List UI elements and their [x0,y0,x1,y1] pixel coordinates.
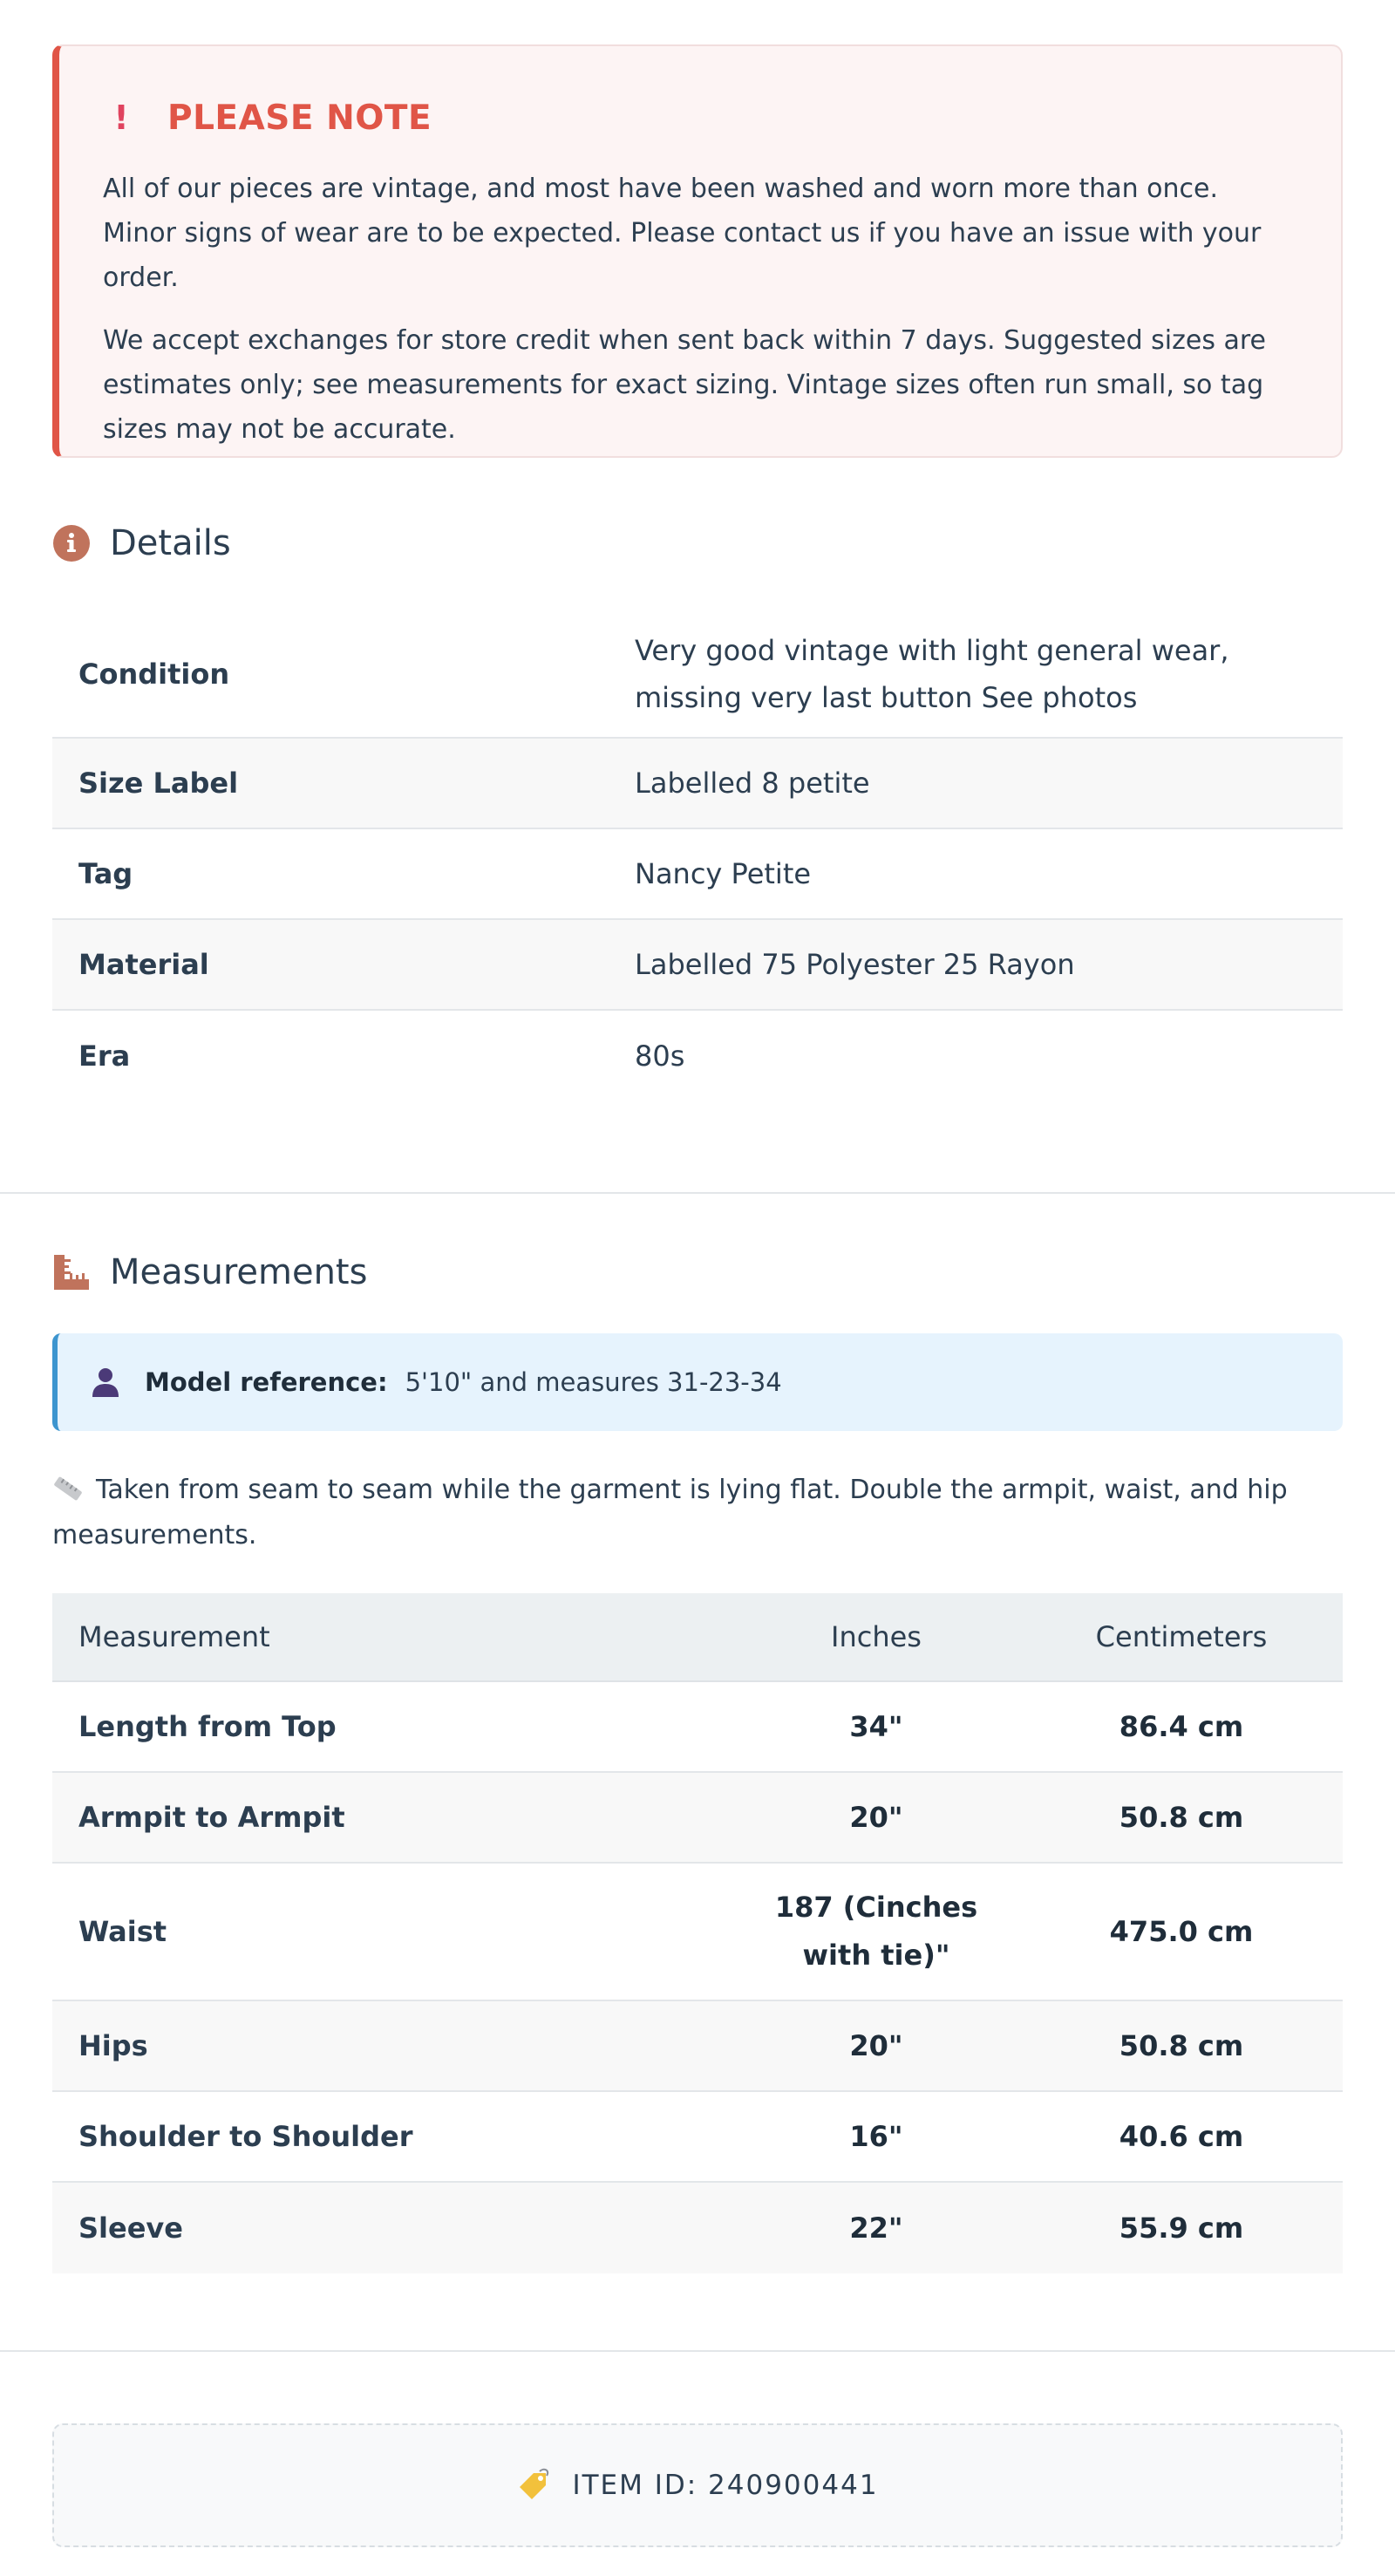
detail-value: Labelled 8 petite [635,767,870,800]
exclamation-icon: ! [113,99,129,137]
measurement-cm: 86.4 cm [1119,1710,1244,1743]
measurement-name: Armpit to Armpit [78,1801,345,1834]
item-id-box [52,2423,1343,2547]
table-row [52,2183,1343,2273]
measurement-cm: 40.6 cm [1119,2120,1244,2153]
model-reference-box [52,1333,1343,1431]
table-row [52,829,1343,920]
detail-value: Labelled 75 Polyester 25 Rayon [635,948,1075,981]
table-row [52,1864,1343,2001]
info-circle-icon [52,524,91,562]
notice-header [103,95,1297,140]
column-header-measurement: Measurement [78,1620,270,1653]
section-divider [0,1192,1395,1194]
measurements-header [52,1250,1343,1295]
measurement-cm: 50.8 cm [1119,1801,1244,1834]
table-header-row [52,1593,1343,1682]
ruler-pencil-icon [52,1475,84,1502]
measurement-inches: 20" [849,1800,903,1834]
column-header-inches: Inches [831,1619,922,1653]
column-header-centimeters: Centimeters [1095,1620,1268,1653]
user-icon [89,1366,122,1399]
table-row [52,1773,1343,1864]
tag-icon [516,2468,551,2503]
table-row [52,2001,1343,2092]
measurement-name: Hips [78,2029,148,2062]
table-row [52,920,1343,1011]
detail-value: Very good vintage with light general wear, missing very last button See photos [635,634,1229,714]
notice-title: PLEASE NOTE [167,98,432,138]
measurement-name: Shoulder to Shoulder [78,2120,413,2153]
table-row [52,2092,1343,2183]
section-divider [0,2350,1395,2352]
detail-label: Material [78,948,209,981]
ruler-icon [52,1253,91,1291]
detail-label: Size Label [78,767,239,800]
table-row [52,1011,1343,1101]
detail-label: Tag [78,857,133,890]
measurement-tip [52,1468,1343,1558]
measurement-name: Sleeve [78,2211,183,2245]
detail-value: 80s [635,1039,685,1073]
notice-paragraph-2: We accept exchanges for store credit when sent back within 7 days. Suggested sizes are estimates only; see measurements for exact sizing. Vintage sizes often run small, so tag sizes may not be accurate. [103,325,1267,445]
details-table [52,611,1343,1101]
measurement-cm: 475.0 cm [1109,1915,1254,1948]
detail-label: Era [78,1039,131,1073]
table-row [52,739,1343,829]
measurement-cm: 50.8 cm [1119,2029,1244,2062]
item-id-text: ITEM ID: 240900441 [572,2470,879,2501]
measurement-cm: 55.9 cm [1119,2211,1244,2245]
notice-box [52,44,1343,458]
measurement-inches: 187 (Cinches with tie)" [774,1891,978,1972]
table-row [52,611,1343,739]
measurements-table [52,1593,1343,2273]
detail-label: Condition [78,658,230,691]
measurement-name: Waist [78,1915,167,1948]
notice-paragraph-1: All of our pieces are vintage, and most have been washed and worn more than once. Minor signs of wear are to be expected. Please contact us if you have an issue with your order. [103,174,1262,293]
details-header [52,521,1343,566]
table-row [52,1682,1343,1773]
measurement-inches: 22" [849,2211,903,2245]
details-title: Details [110,523,231,563]
measurements-title: Measurements [110,1252,368,1292]
measurement-inches: 34" [849,1709,903,1743]
measurement-name: Length from Top [78,1710,337,1743]
measurement-inches: 20" [849,2028,903,2062]
model-reference-label: Model reference: [145,1367,388,1397]
detail-value: Nancy Petite [635,857,812,890]
model-reference-value: 5'10" and measures 31-23-34 [405,1367,782,1397]
measurement-inches: 16" [849,2119,903,2153]
measurement-tip-text: Taken from seam to seam while the garment is lying flat. Double the armpit, waist, and hip measurements. [52,1475,1288,1550]
